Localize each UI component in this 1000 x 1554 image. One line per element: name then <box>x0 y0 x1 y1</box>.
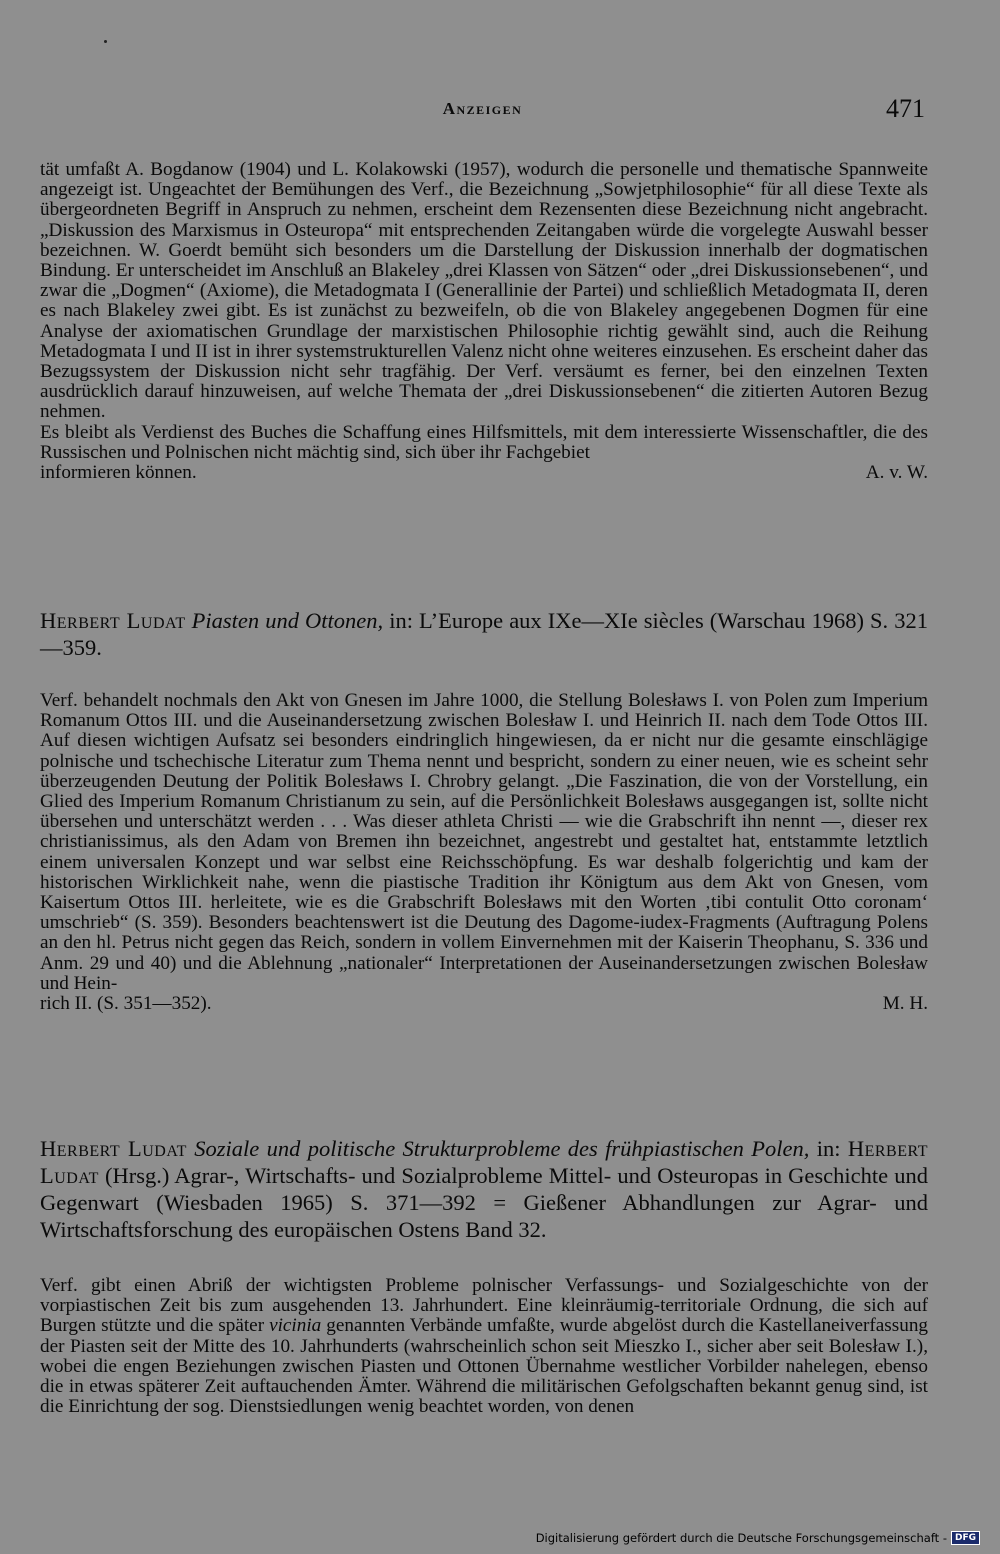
entry-title: Piasten und Ottonen, <box>191 608 384 633</box>
running-head <box>40 96 925 126</box>
scan-speck <box>104 40 107 43</box>
entry-citation-part2: (Hrsg.) Agrar-, Wirtschafts- und Sozialprobleme Mittel- und Osteuropas in Geschichte und Gegenwart (Wiesbaden 1965) S. 371—392 = Gießener Abhandlungen zur Agrar- und Wirtschaftsforschung des europäischen Ostens Band 32. <box>40 1163 929 1242</box>
review-continuation <box>40 160 928 483</box>
entry-citation-part1: in: <box>816 1136 841 1161</box>
digitization-footer <box>536 1531 980 1545</box>
entry-body-text <box>40 1276 928 1417</box>
review-paragraph-2-text: Es bleibt als Verdienst des Buches die Schaffung eines Hilfsmittels, mit dem interessierte Wissenschaftler, die des Russischen und Polnischen nicht mächtig sind, sich über ihr Fachgebiet <box>40 421 928 463</box>
entry-body-part2: genannten Verbände umfaßte, wurde abgelöst durch die Kastellaneiverfassung der Piasten seit der Mitte des 10. Jahrhunderts (wahrscheinlich schon seit Mieszko I., sicher aber seit Bolesław I.), wobei die engen Beziehungen zwischen Piasten und Ottonen Übernahme westlicher Vorbilder nahelegen, ebenso die in etwas späterer Zeit auftauchenden Ämter. Während die militärischen Gefolgschaften bekannt genug sind, ist die Einrichtung der sog. Dienstsiedlungen wenig beachtet worden, von denen <box>40 1315 929 1418</box>
reviewer-initials: M. H. <box>882 993 928 1015</box>
review-paragraph-2 <box>40 423 928 484</box>
entry-author: Herbert Ludat <box>40 608 186 633</box>
page-number: 471 <box>886 94 925 123</box>
entry-author: Herbert Ludat <box>40 1136 187 1161</box>
entry-heading-strukturprobleme <box>40 1135 928 1243</box>
dfg-logo-icon: DFG <box>951 1531 980 1545</box>
review-last-line: informieren können. <box>40 462 197 484</box>
entry-last-line: rich II. (S. 351—352). <box>40 993 212 1015</box>
entry-title: Soziale und politische Strukturprobleme des frühpiastischen Polen, <box>194 1136 810 1161</box>
entry-heading-piasten <box>40 607 928 661</box>
entry-body-text <box>40 691 928 1014</box>
entry-body-piasten <box>40 691 928 1014</box>
entry-body-part1: Verf. gibt einen Abriß der wichtigsten Probleme polnischer Verfassungs- und Sozialgeschichte von der vorpiastischen Zeit bis zum ausgehenden 13. Jahrhundert. Eine kleinräumig-territoriale Ordnung, die sich auf Burgen stützte und die später <box>40 1275 928 1337</box>
entry-body-italic-term: vicinia <box>269 1315 322 1337</box>
reviewer-initials: A. v. W. <box>865 462 928 484</box>
entry-body-strukturprobleme <box>40 1276 928 1417</box>
entry-citation: in: L’Europe aux IXe—XIe siècles (Warschau 1968) S. 321—359. <box>40 608 928 660</box>
running-title: Anzeigen <box>442 99 523 118</box>
footer-credit: Digitalisierung gefördert durch die Deutsche Forschungsgemeinschaft - <box>535 1531 947 1545</box>
review-paragraph-1: tät umfaßt A. Bogdanow (1904) und L. Kolakowski (1957), wodurch die personelle und thematische Spannweite angezeigt ist. Ungeachtet der Bemühungen des Verf., die Bezeichnung „Sowjetphilosophie“ für all diese Texte als übergeordneten Begriff in Anspruch zu nehmen, erscheint dem Rezensenten diese Bezeichnung nicht angebracht. „Diskussion des Marxismus in Osteuropa“ mit entsprechenden Zeitangaben würde die vorgelegte Auswahl besser bezeichnen. W. Goerdt bemüht sich besonders um die Darstellung der Diskussion innerhalb der dogmatischen Bindung. Er unterscheidet im Anschluß an Blakeley „drei Klassen von Sätzen“ oder „drei Diskussionsebenen“, und zwar die „Dogmen“ (Axiome), die Metadogmata I (Generallinie der Partei) und schließlich Metadogmata II, deren es nach Blakeley zwei gibt. Es ist zunächst zu bezweifeln, ob die von Blakeley angegebenen Dogmen für eine Analyse der axiomatischen Grundlage der marxistischen Philosophie richtig gewählt sind, auch die Reihung Metadogmata I und II ist in ihrer systemstrukturellen Valenz nicht ohne weiteres einzusehen. Es erscheint daher das Bezugssystem der Diskussion nicht sehr tragfähig. Der Verf. versäumt es ferner, bei den einzelnen Texten ausdrücklich darauf hinzuweisen, auf welche Themata der „drei Diskussionsebenen“ die zitierten Autoren Bezug nehmen. <box>40 159 928 423</box>
entry-editor: Herbert Ludat <box>40 1136 928 1188</box>
entry-body-main: Verf. behandelt nochmals den Akt von Gnesen im Jahre 1000, die Stellung Bolesławs I. von Polen zum Imperium Romanum Ottos III. und die Auseinandersetzung zwischen Bolesław I. und Heinrich II. nach dem Tode Ottos III. Auf diesen wichtigen Aufsatz sei besonders eindringlich hingewiesen, da er nicht nur die gesamte einschlägige polnische und tschechische Literatur zum Thema nennt und bespricht, sondern zu einer neuen, wie es scheint sehr überzeugenden Deutung der Politik Bolesławs I. Chrobry gelangt. „Die Faszination, die von der Vorstellung, ein Glied des Imperium Romanum Christianum zu sein, auf die Persönlichkeit Bolesławs ausgegangen ist, sollte nicht übersehen und unterschätzt werden . . . Was dieser athleta Christi — wie die Grabschrift ihn nennt —, dieser rex christianissimus, als den Adam von Bremen ihn bezeichnet, angestrebt und gestaltet hat, entstammte letztlich einem universalen Konzept und war selbst eine Reichsschöpfung. Es war deshalb folgerichtig und kam der historischen Wirklichkeit nahe, wenn die piastische Tradition ihr Königtum aus dem Akt von Gnesen, vom Kaisertum Ottos III. herleitete, wie es die Grabschrift Bolesławs mit den Worten ‚tibi contulit Otto coronam‘ umschrieb“ (S. 359). Besonders beachtenswert ist die Deutung des Dagome-iudex-Fragments (Auftragung Polens an den hl. Petrus nicht gegen das Reich, sondern in vollem Einvernehmen mit der Kaiserin Theophanu, S. 336 und Anm. 29 und 40) und die Ablehnung „nationaler“ Interpretationen der Auseinandersetzungen zwischen Bolesław und Hein- <box>40 690 928 994</box>
